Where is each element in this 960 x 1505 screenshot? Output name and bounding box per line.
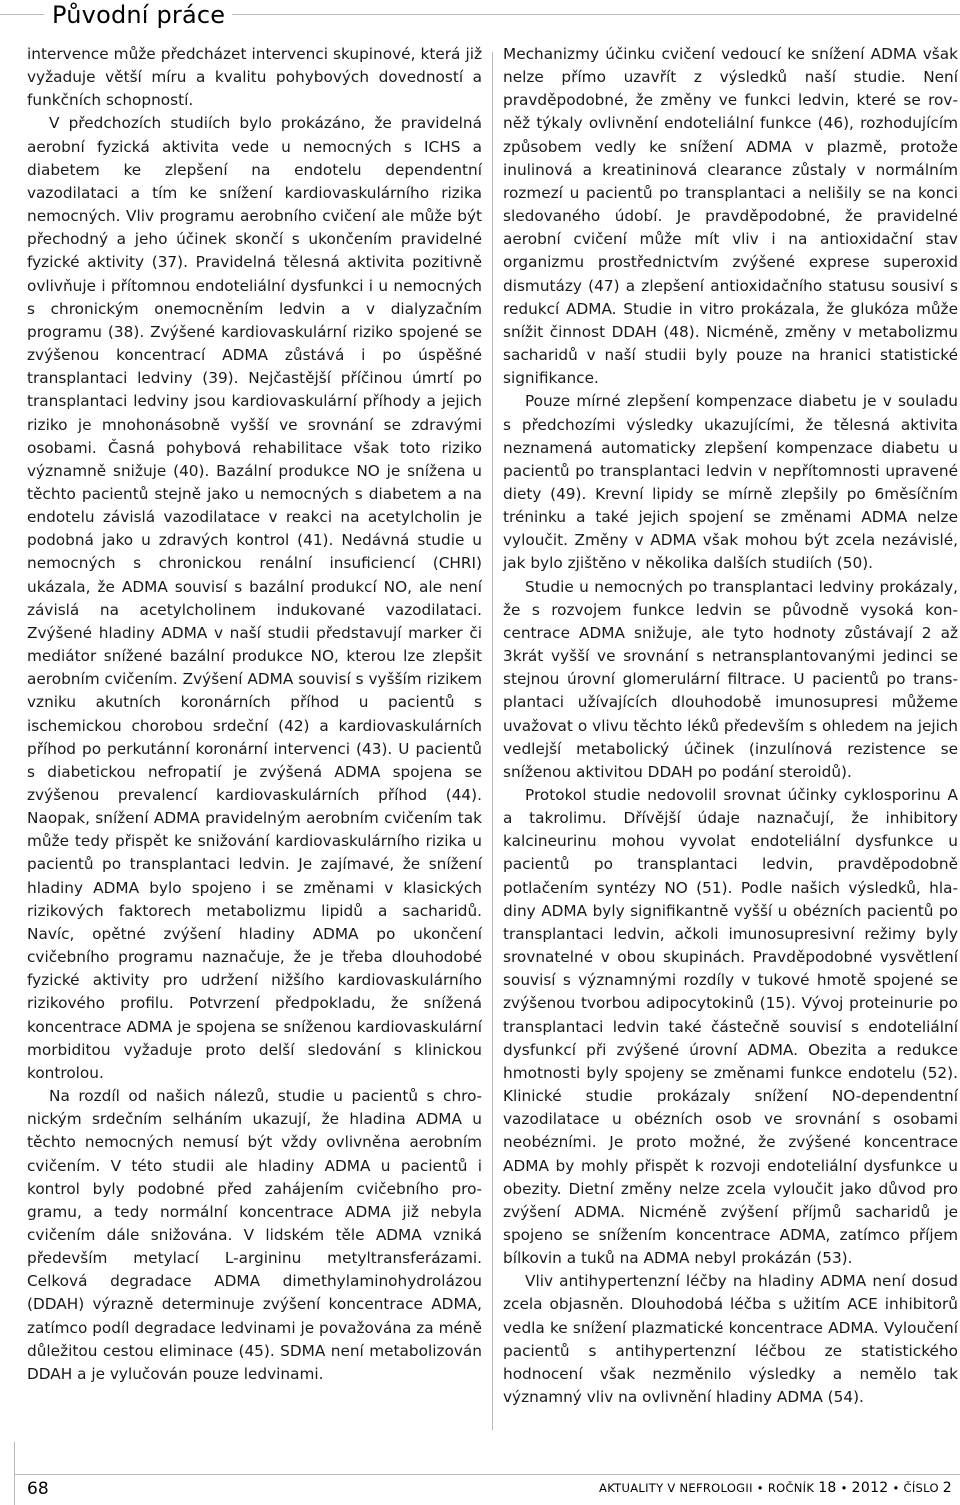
right-text-column — [503, 43, 958, 1409]
left-text-column — [27, 43, 482, 1386]
year: 2012 — [851, 1480, 889, 1496]
footer-rule-horizontal — [14, 1474, 960, 1475]
volume-label: ROČNÍK — [767, 1481, 815, 1495]
page-number: 68 — [27, 1479, 49, 1499]
issue-label: ČÍSLO — [903, 1481, 939, 1495]
paragraph: V předchozích studiích bylo prokázáno, že pravidelná aerobní fyzická aktivita vede u nemocných s ICHS a diabetem ke zlepšení na endotelu dependentní vazodilataci a tím ke snížení kardiovaskulárního rizika nemocných. Vliv programu aerobního cvičení ale může být přechodný a jeho účinek skončí s ukončením pravidelné fyzické aktivity (37). Pravidelná tělesná aktivita pozitivně ovlivňuje i přítomnou endoteliální dysfunkci i u nemocných s chronickým onemocněním ledvin a v dialyzačním programu (38). Zvýšené kardiovaskulární riziko spojené se zvýšenou koncentrací ADMA zůstává i po úspěšné transplantaci ledviny (39). Nejčastější příčinou úmrtí po transplantaci ledviny jsou kardiovaskulární příhody a jejich riziko je mnohonásobně vyšší ve srovnání se zdravými osobami. Časná pohybová rehabilitace však toto riziko významně snižuje (40). Bazální produkce NO je snížena u těchto pacientů stejně jako u nemocných s diabetem a na endotelu závislá vazodilatace v reakci na acetylcholin je podobná jako u zdravých kontrol (41). Nedávná studie u nemocných s chronickou renální insuficiencí (CHRI) ukázala, že ADMA souvisí s bazální produkcí NO, ale není závislá na acetylcholinem indukované vazodilataci. Zvýšené hladiny ADMA v naší studii představují marker či mediátor snížené bazální produkce NO, kterou lze zlepšit aerobním cvičením. Zvýšení ADMA souvisí s vyšším rizikem vzniku akutních koronárních příhod u pacientů s ischemickou chorobou srdeční (42) a kardiovaskulárních příhod po perkutánní koronární intervenci (43). U pacientů s diabetickou nefropatií je zvýšená ADMA spojena se zvýšenou prevalencí kardiovaskulárních příhod (44). Naopak, snížení ADMA pravidelným aerobním cvičením tak může tedy přispět ke snižování kardiovaskulárního rizika u pacientů po transplantaci ledvin. Je zajímavé, že snížení hladiny ADMA bylo spojeno i se změnami v klasických rizikových faktorech metabolizmu lipidů a sacharidů. Navíc, opětné zvýšení hladiny ADMA po ukončení cvičebního programu naznačuje, že je třeba dlouhodobé fyzické aktivity pro udržení nižšího kardiovaskulárního rizikového profilu. Potvrzení předpokladu, že snížená koncentrace ADMA je spojena se sníženou kardiovaskulární morbiditou vyžaduje proto delší sledování s klinickou kontrolou. — [27, 114, 482, 1082]
paragraph: Pouze mírné zlepšení kompenzace diabetu je v souladu s předchozími výsledky ukazujícími, že tělesná aktivita neznamená automaticky zlepšení kompenzace diabetu u pacientů po transplantaci ledvin v nepřítomnosti upravené diety (49). Krevní lipidy se mírně zlepšily po 6měsíčním tréninku a také jejich spojení se změnami ADMA nelze vyloučit. Změny v ADMA však mohou být zcela nezávislé, jak bylo zjištěno v několika dalších studiích (50). — [503, 392, 958, 573]
volume-number: 18 — [818, 1480, 837, 1496]
issue-number: 2 — [942, 1480, 952, 1496]
paragraph: Vliv antihypertenzní léčby na hladiny ADMA není dosud zcela objasněn. Dlouhodobá léčba s užitím ACE inhibitorů vedla ke snížení plazmatické koncentrace ADMA. Vyloučení pacientů s antihypertenzní léčbou ze statistického hodnocení však nezměnilo výsledky a nemělo tak významný vliv na ovlivnění hladiny ADMA (54). — [503, 1272, 958, 1407]
paragraph: Mechanizmy účinku cvičení vedoucí ke snížení ADMA však nelze přímo uzavřít z výsledků naší studie. Není pravděpodobné, že změny ve funkci ledvin, které se rovněž týkaly ovlivnění endoteliální funkce (46), rozhodujícím způsobem vedly ke snížení ADMA v plazmě, protože inulinová a kreatininová clearance zůstaly v normálním rozmezí u pacientů po transplantaci a nelišily se na konci sledovaného údobí. Je pravděpodobné, že pravidelné aerobní cvičení může mít vliv i na antioxidační stav organizmu prostřednictvím zvýšené exprese superoxid dismutázy (47) a zlepšení antioxidačního statusu sousiví s redukcí ADMA. Studie in vitro prokázala, že glukóza může snížit činnost DDAH (48). Nicméně, změny v metabolizmu sacharidů v naší studii byly pouze na hranici statistické signifikance. — [503, 45, 958, 388]
footer-separator: • — [840, 1481, 848, 1495]
journal-name: AKTUALITY V NEFROLOGII — [599, 1481, 753, 1495]
column-divider — [492, 52, 493, 1430]
header-rule-right — [232, 14, 960, 15]
paragraph: Na rozdíl od našich nálezů, studie u pacientů s chronickým srdečním selháním ukazují, že hladina ADMA u těchto nemocných nemusí být vždy ovlivněna aerobním cvičením. V této studii ale hladiny ADMA u pacientů i kontrol byly podobné před zahájením cvičebního programu, a tedy normální koncentrace ADMA již nebyla cvičením dále snižována. V lidském těle ADMA vzniká především metylací L-argininu metyltransferázami. Celková degradace ADMA dimethylaminohydrolázou (DDAH) výrazně determinuje zvýšení koncentrace ADMA, zatímco podíl degradace ledvinami je považována za méně důležitou cestou eliminace (45). SDMA není metabolizován DDAH a je vylučován pouze ledvinami. — [27, 1087, 482, 1383]
paragraph: Studie u nemocných po transplantaci ledviny prokázaly, že s rozvojem funkce ledvin se původně vysoká koncentrace ADMA snižuje, ale tyto hodnoty zůstávají 2 až 3krát vyšší ve srovnání s netransplantovanými jedinci se stejnou úrovní glomerulární filtrace. U pacientů po transplantaci užívajících dlouhodobě imunosupresi můžeme uvažovat o vlivu těchto léků především s ohledem na jejich vedlejší metabolický účinek (inzulínová rezistence se sníženou aktivitou DDAH po podání steroidů). — [503, 577, 958, 781]
journal-footer — [599, 1480, 952, 1496]
footer-separator: • — [892, 1481, 900, 1495]
paragraph: Protokol studie nedovolil srovnat účinky cyklosporinu A a takrolimu. Dřívější údaje naznačují, že inhibitory kalcineurinu mohou vyvolat endoteliální dysfunkce u pacientů po transplantaci ledvin, pravděpodobně potlačením syntézy NO (51). Podle našich výsledků, hladiny ADMA byly signifikantně vyšší u obézních pacientů po transplantaci ledvin, ačkoli imunosupresivní režimy byly srovnatelné v obou skupinách. Pravděpodobné vysvětlení souvisí s významnými rozdíly v tukové hmotě spojené se zvýšenou tvorbou adipocytokinů (15). Vývoj proteinurie po transplantaci ledvin také částečně souvisí s endoteliální dysfunkcí při zvýšené úrovní ADMA. Obezita a redukce hmotnosti byly spojeny se změnami funkce endotelu (52). Klinické studie prokázaly snížení NO-dependentní vazodilatace u obézních osob ve srovnání s osobami neobézními. Je proto možné, že zvýšené koncentrace ADMA by mohly přispět k rozvoji endoteliální dysfunkce u obezity. Dietní změny nelze zcela vyloučit jako důvod pro zvýšení ADMA. Nicméně zvýšení příjmů sacharidů je spojeno se snížením koncentrace ADMA, zatímco příjem bílkovin a tuků na ADMA nebyl prokázán (53). — [503, 786, 958, 1268]
footer-separator: • — [756, 1481, 764, 1495]
paragraph: intervence může předcházet intervenci skupinové, která již vyžaduje větší míru a kvalitu pohybových dovedností a funkčních schopností. — [27, 45, 482, 110]
section-title: Původní práce — [52, 1, 226, 29]
header-rule-left — [0, 14, 44, 15]
